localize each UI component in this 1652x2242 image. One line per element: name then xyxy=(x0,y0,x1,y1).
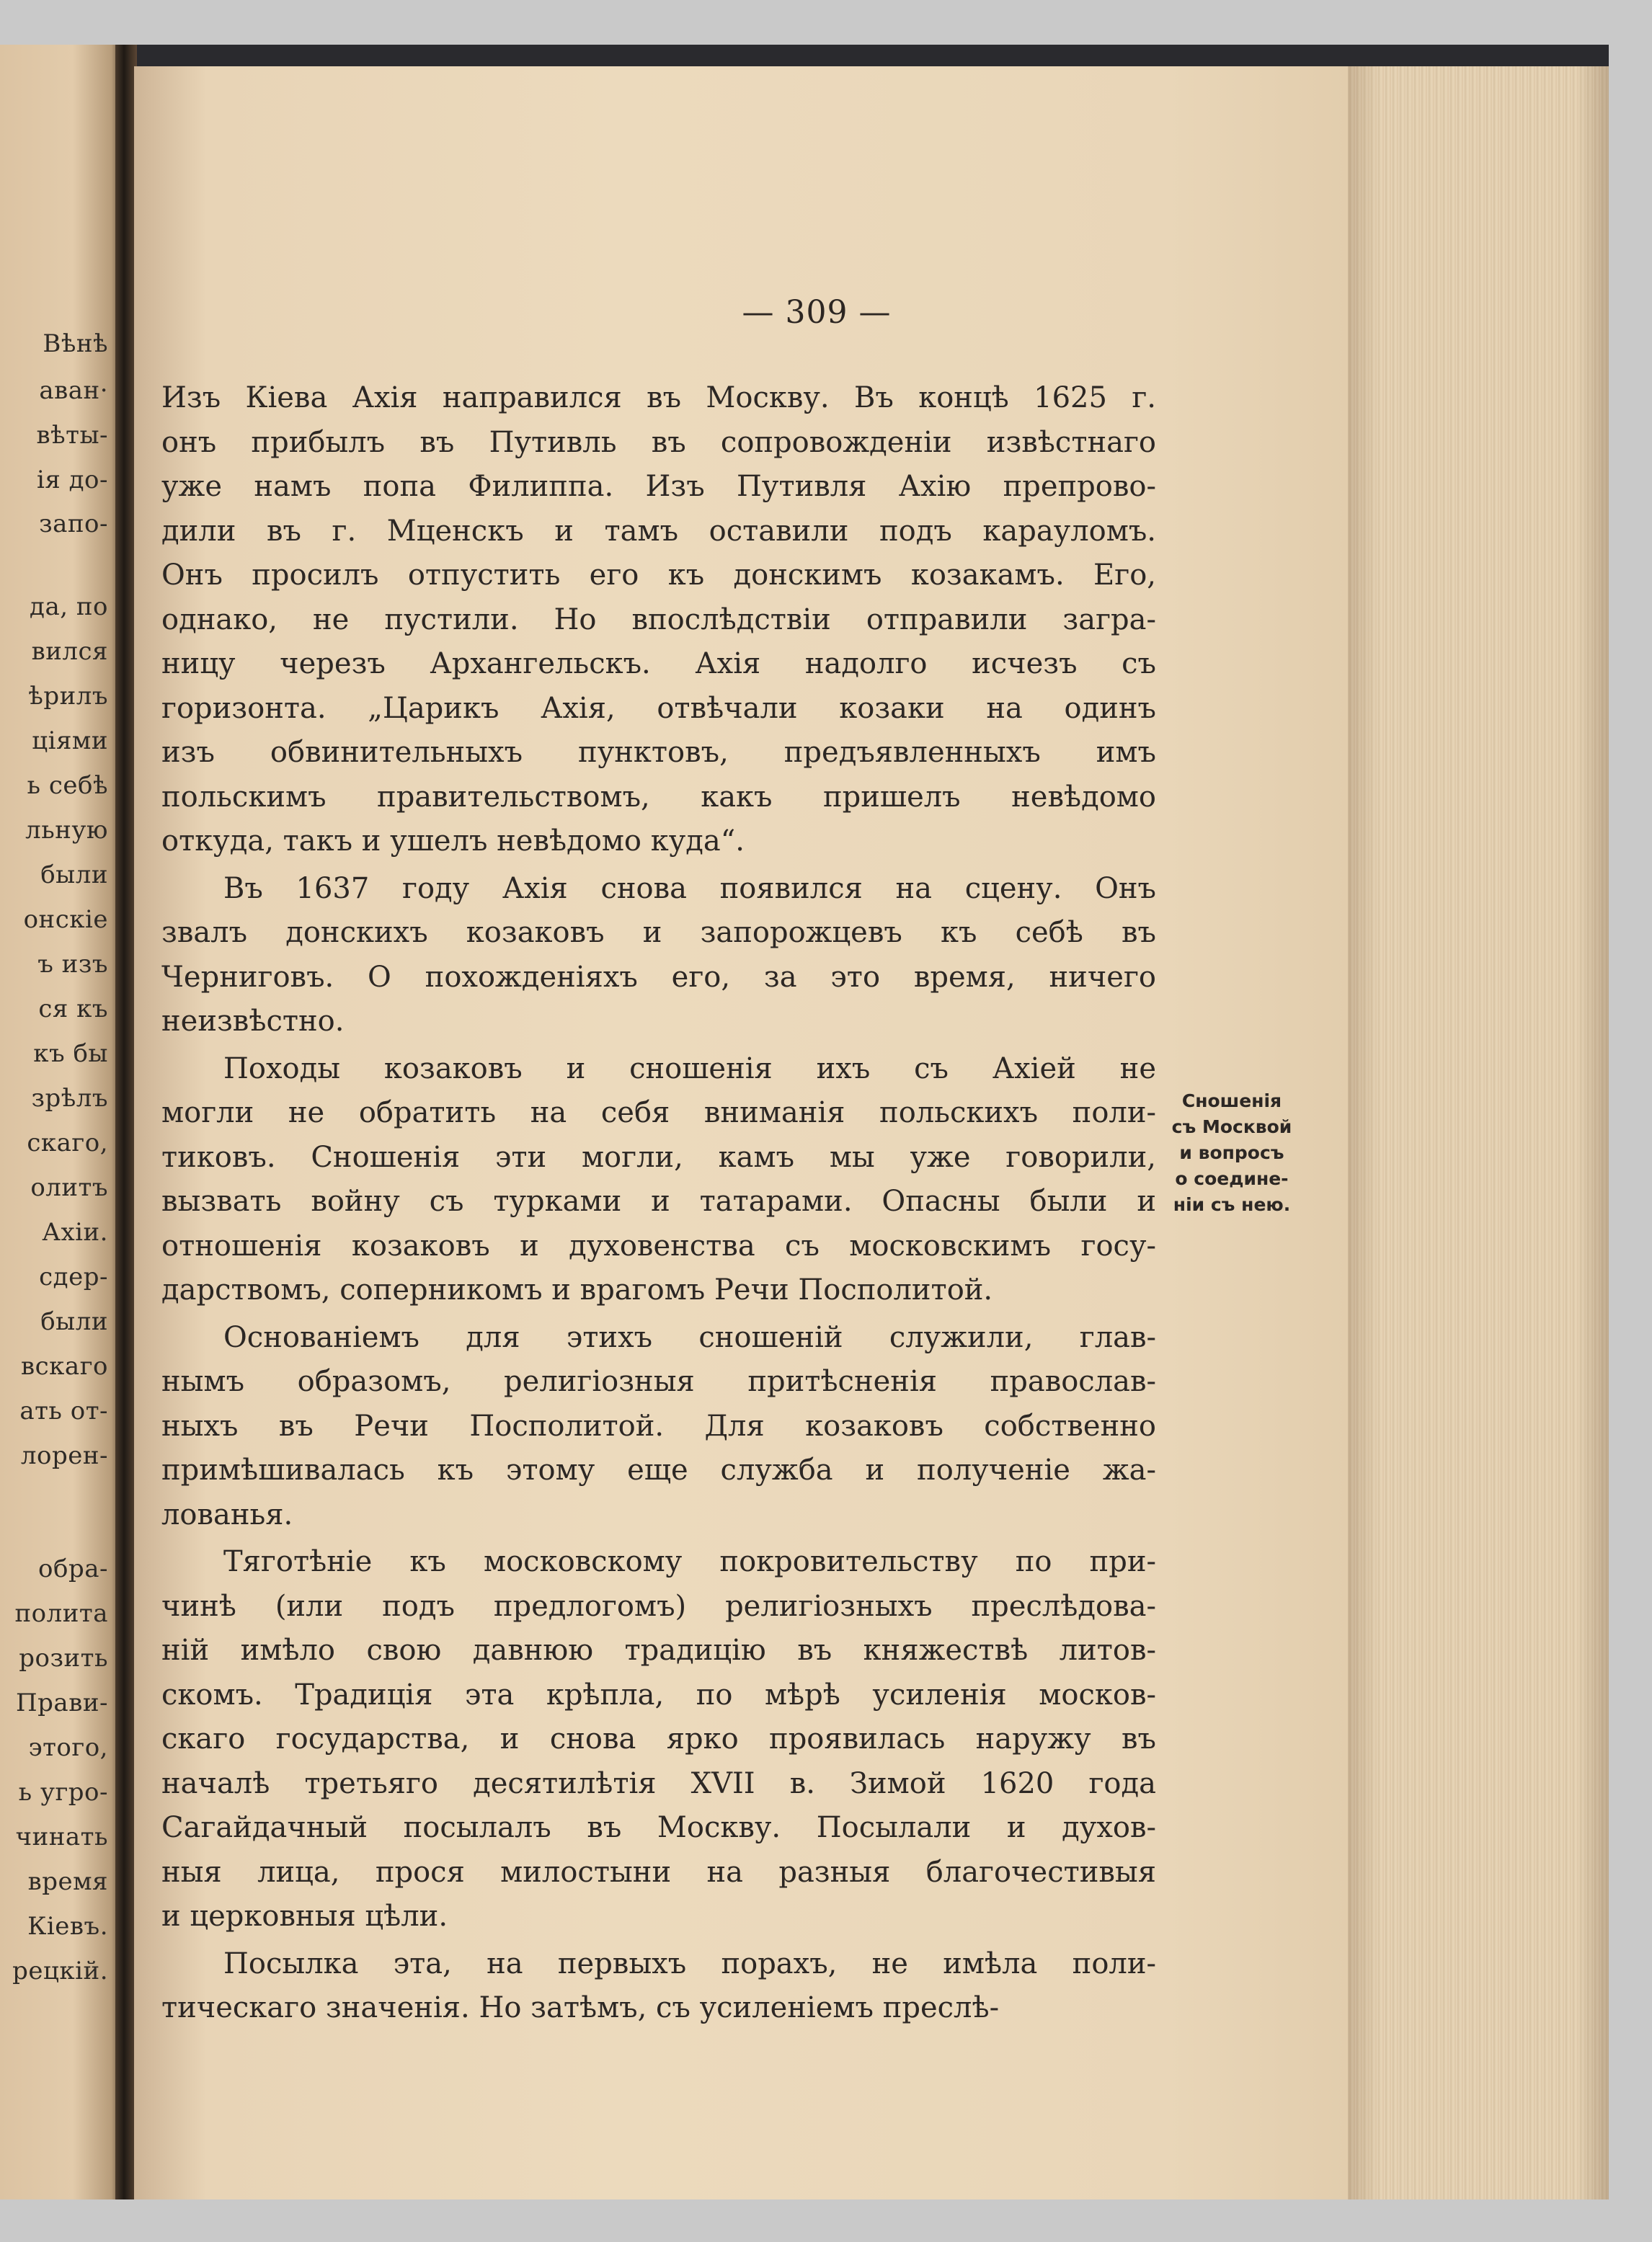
text-line: Посылка эта, на первыхъ порахъ, не имѣла поли- xyxy=(223,1947,1156,1980)
left-page-text-fragment: Кіевъ. xyxy=(27,1912,108,1941)
left-page-text-fragment: къ бы xyxy=(33,1039,108,1068)
left-page-text-fragment: время xyxy=(27,1867,108,1896)
left-page-text-fragment: ціями xyxy=(32,726,108,755)
left-page-text-fragment: ія до- xyxy=(36,466,108,494)
text-line: скомъ. Традиція эта крѣпла, по мѣрѣ усиленія москов- xyxy=(161,1678,1156,1712)
body-text xyxy=(161,376,1156,2031)
text-line: скаго государства, и снова ярко проявилась наружу въ xyxy=(161,1722,1156,1756)
text-line: звалъ донскихъ козаковъ и запорожцевъ къ себѣ въ xyxy=(161,916,1156,949)
text-line: началѣ третьяго десятилѣтія XVII в. Зимой 1620 года xyxy=(161,1766,1156,1800)
marginal-note-line: Сношенія xyxy=(1181,1090,1282,1111)
text-line: Сагайдачный посылалъ въ Москву. Посылали и духов- xyxy=(161,1811,1156,1844)
text-line: польскимъ правительствомъ, какъ пришелъ невѣдомо xyxy=(161,780,1156,814)
left-page-text-fragment: да, по xyxy=(30,592,108,621)
right-page xyxy=(134,66,1348,2199)
text-line: неизвѣстно. xyxy=(161,1005,345,1038)
left-page-text-fragment: ать от- xyxy=(19,1397,108,1425)
text-line: Въ 1637 году Ахія снова появился на сцену. Онъ xyxy=(223,871,1156,905)
left-page-text-fragment: ся къ xyxy=(38,995,108,1023)
text-line: ницу черезъ Архангельскъ. Ахія надолго исчезъ съ xyxy=(161,647,1156,680)
text-line: чинѣ (или подъ предлогомъ) религіозныхъ преслѣдова- xyxy=(161,1589,1156,1623)
marginal-note-line: и вопросъ xyxy=(1179,1142,1284,1163)
left-page-text-fragment: обра- xyxy=(38,1554,108,1583)
text-line: отношенія козаковъ и духовенства съ московскимъ госу- xyxy=(161,1229,1156,1263)
text-line: нымъ образомъ, религіозныя притѣсненія православ- xyxy=(161,1365,1156,1398)
left-page-text-fragment: ъ изъ xyxy=(37,950,108,979)
left-page-text-fragment: вскаго xyxy=(21,1352,108,1381)
text-line: вызвать войну съ турками и татарами. Опасны были и xyxy=(161,1185,1156,1218)
text-line: лованья. xyxy=(161,1498,293,1531)
left-page-text-fragment: скаго, xyxy=(27,1129,108,1157)
text-line: Тяготѣніе къ московскому покровительству по при- xyxy=(223,1545,1156,1578)
page-edges xyxy=(1348,66,1609,2199)
text-line: изъ обвинительныхъ пунктовъ, предъявленныхъ имъ xyxy=(161,736,1156,769)
marginal-note xyxy=(1156,1088,1307,1218)
book-photo xyxy=(0,45,1609,2199)
text-line: Онъ просилъ отпустить его къ донскимъ козакамъ. Его, xyxy=(161,559,1156,592)
left-page-text-fragment: чинать xyxy=(15,1823,108,1851)
left-page-text-fragment: Прави- xyxy=(16,1689,108,1717)
text-line: дили въ г. Мценскъ и тамъ оставили подъ карауломъ. xyxy=(161,514,1156,548)
text-line: откуда, такъ и ушелъ невѣдомо куда“. xyxy=(161,824,745,858)
marginal-note-line: о соедине- xyxy=(1175,1168,1289,1189)
text-line: горизонта. „Царикъ Ахія, отвѣчали козаки на одинъ xyxy=(161,691,1156,725)
text-line: Изъ Кіева Ахія направился въ Москву. Въ концѣ 1625 г. xyxy=(161,381,1156,414)
left-page-text-fragment: вѣты- xyxy=(36,421,108,450)
text-line: уже намъ попа Филиппа. Изъ Путивля Ахію препрово- xyxy=(161,470,1156,503)
left-page-text-fragment: онскіе xyxy=(23,905,108,934)
left-page-text-fragment: вился xyxy=(31,637,108,666)
left-page-fragment xyxy=(0,45,121,2199)
left-page-text-fragment: льную xyxy=(25,816,108,845)
text-line: могли не обратить на себя вниманія польскихъ поли- xyxy=(161,1096,1156,1129)
text-line: Основаніемъ для этихъ сношеній служили, глав- xyxy=(223,1320,1156,1354)
text-line: и церковныя цѣли. xyxy=(161,1900,448,1933)
text-line: ныя лица, прося милостыни на разныя благочестивыя xyxy=(161,1855,1156,1889)
left-page-text-fragment: олитъ xyxy=(30,1173,108,1202)
text-line: примѣшивалась къ этому еще служба и полученіе жа- xyxy=(161,1454,1156,1487)
left-page-text-fragment: сдер- xyxy=(39,1263,108,1291)
left-page-text-fragment: Вѣнѣ xyxy=(43,329,108,358)
left-page-text-fragment: Ахіи. xyxy=(42,1218,108,1247)
left-page-text-fragment: ь себѣ xyxy=(27,771,108,800)
left-page-text-fragment: запо- xyxy=(39,510,108,538)
left-page-text-fragment: аван· xyxy=(39,376,108,405)
text-line: ній имѣло свою давнюю традицію въ княжествѣ литов- xyxy=(161,1634,1156,1667)
text-line: тиковъ. Сношенія эти могли, камъ мы уже говорили, xyxy=(161,1140,1156,1174)
left-page-text-fragment: ь угро- xyxy=(18,1778,108,1807)
left-page-text-fragment: были xyxy=(40,860,108,889)
text-line: дарствомъ, соперникомъ и врагомъ Речи Посполитой. xyxy=(161,1273,993,1307)
left-page-text-fragment: были xyxy=(40,1307,108,1336)
page-number: — 309 — xyxy=(742,294,892,331)
left-page-text-fragment: этого, xyxy=(28,1733,108,1762)
marginal-note-line: ніи съ нею. xyxy=(1173,1194,1291,1215)
marginal-note-line: съ Москвой xyxy=(1171,1116,1292,1137)
text-line: онъ прибылъ въ Путивль въ сопровожденіи извѣстнаго xyxy=(161,425,1156,459)
text-line: тическаго значенія. Но затѣмъ, съ усиленіемъ преслѣ- xyxy=(161,1991,1000,2024)
left-page-text-fragment: лорен- xyxy=(20,1441,108,1470)
text-line: однако, не пустили. Но впослѣдствіи отправили загра- xyxy=(161,602,1156,636)
left-page-text-fragment: рецкій. xyxy=(12,1957,108,1985)
text-line: ныхъ въ Речи Посполитой. Для козаковъ собственно xyxy=(161,1409,1156,1443)
left-page-text-fragment: полита xyxy=(14,1599,108,1628)
left-page-text-fragment: розить xyxy=(19,1644,108,1673)
left-page-text-fragment: ѣрилъ xyxy=(28,682,108,711)
left-page-text-fragment: зрѣлъ xyxy=(31,1084,108,1113)
text-line: Походы козаковъ и сношенія ихъ съ Ахіей не xyxy=(223,1051,1156,1085)
text-line: Черниговъ. О похожденіяхъ его, за это время, ничего xyxy=(161,960,1156,994)
